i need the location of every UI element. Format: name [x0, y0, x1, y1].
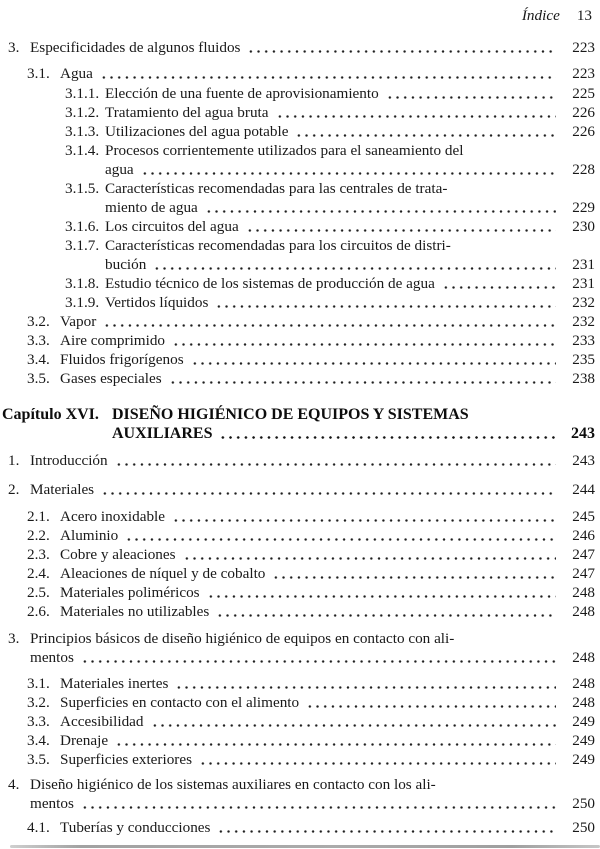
entry-line — [60, 350, 595, 369]
entry-page-number: 229 — [572, 199, 595, 216]
dot-leader — [442, 285, 556, 290]
entry-text: Cobre y aleaciones — [60, 546, 176, 563]
dot-leader — [276, 114, 556, 119]
toc-entry — [0, 369, 595, 388]
entry-text: Drenaje — [60, 732, 109, 749]
entry-line — [105, 255, 595, 274]
toc-entry — [0, 64, 595, 83]
entry-text: Aluminio — [60, 527, 119, 544]
entry-text: Procesos corrientemente utilizados para el saneamiento del — [105, 142, 464, 159]
entry-text: Utilizaciones del agua potable — [105, 123, 289, 140]
entry-text: Accesibilidad — [60, 713, 144, 730]
entry-line — [105, 198, 595, 217]
entry-text: Materiales no utilizables — [60, 603, 210, 620]
entry-text: Especificidades de algunos fluidos — [30, 39, 241, 56]
entry-page-number: 238 — [572, 370, 595, 387]
entry-line — [60, 64, 595, 83]
toc-entries — [0, 38, 600, 837]
entry-number: 2. — [8, 481, 20, 498]
entry-page-number: 249 — [572, 713, 595, 730]
toc-entry — [0, 629, 595, 667]
entry-number: 1. — [8, 452, 20, 469]
entry-number: 3.2. — [27, 694, 50, 711]
toc-entry — [0, 526, 595, 545]
toc-entry — [0, 84, 595, 103]
toc-entry — [0, 141, 595, 179]
entry-number: 4. — [8, 776, 20, 793]
entry-text: Tuberías y conducciones — [60, 819, 211, 836]
dot-leader — [216, 613, 556, 618]
dot-leader — [207, 594, 556, 599]
dot-leader — [115, 742, 556, 747]
entry-text: Acero inoxidable — [60, 508, 166, 525]
entry-line — [60, 331, 595, 350]
dot-leader — [141, 171, 556, 176]
entry-line — [60, 602, 595, 621]
entry-line — [60, 693, 595, 712]
entry-number: 3.3. — [27, 332, 50, 349]
entry-line — [60, 731, 595, 750]
entry-line — [105, 160, 595, 179]
running-head — [0, 6, 600, 25]
entry-number: 3.1.9. — [65, 294, 100, 311]
dot-leader — [386, 95, 556, 100]
entry-line — [60, 564, 595, 583]
toc-entry — [0, 451, 595, 470]
entry-line — [105, 103, 595, 122]
entry-page-number: 248 — [572, 584, 595, 601]
entry-text: Estudio técnico de los sistemas de producción de agua — [105, 275, 435, 292]
entry-number: 2.5. — [27, 584, 50, 601]
entry-page-number: 244 — [572, 481, 595, 498]
toc-entry — [0, 731, 595, 750]
entry-page-number: 235 — [572, 351, 595, 368]
entry-line — [112, 424, 595, 443]
entry-line — [105, 84, 595, 103]
toc-entry — [0, 545, 595, 564]
entry-text: Vertidos líquidos — [105, 294, 209, 311]
entry-number: 3.3. — [27, 713, 50, 730]
dot-leader — [151, 723, 556, 728]
toc-entry — [0, 179, 595, 217]
entry-line — [105, 274, 595, 293]
toc-entry — [0, 331, 595, 350]
entry-page-number: 233 — [572, 332, 595, 349]
dot-leader — [191, 361, 556, 366]
entry-text: Características recomendadas para las centrales de trata- — [105, 180, 448, 197]
toc-entry — [0, 818, 595, 837]
entry-line — [105, 122, 595, 141]
entry-text: Características recomendadas para los circuitos de distri- — [105, 237, 451, 254]
entry-line — [105, 236, 595, 255]
toc-entry — [0, 217, 595, 236]
entry-line — [30, 38, 595, 57]
entry-text: Superficies en contacto con el alimento — [60, 694, 300, 711]
entry-text: agua — [105, 161, 134, 178]
entry-line — [60, 674, 595, 693]
entry-number: 4.1. — [27, 819, 50, 836]
entry-page-number: 243 — [571, 425, 595, 442]
dot-leader — [172, 518, 556, 523]
toc-chapter-heading — [0, 405, 595, 443]
toc-entry — [0, 674, 595, 693]
entry-line — [60, 369, 595, 388]
entry-page-number: 223 — [572, 39, 595, 56]
entry-text: Principios básicos de diseño higiénico de equipos en contacto con ali- — [30, 630, 455, 647]
entry-page-number: 228 — [572, 161, 595, 178]
dot-leader — [103, 323, 556, 328]
entry-line — [105, 179, 595, 198]
dot-leader — [295, 133, 556, 138]
entry-text: Vapor — [60, 313, 97, 330]
entry-number: 3.1.2. — [65, 104, 100, 121]
toc-entry — [0, 564, 595, 583]
entry-number: 2.4. — [27, 565, 50, 582]
entry-text: miento de agua — [105, 199, 198, 216]
toc-entry — [0, 103, 595, 122]
dot-leader — [219, 435, 556, 440]
entry-text: Materiales inertes — [60, 675, 169, 692]
entry-text: mentos — [30, 795, 74, 812]
entry-line — [60, 818, 595, 837]
dot-leader — [183, 556, 556, 561]
entry-text: DISEÑO HIGIÉNICO DE EQUIPOS Y SISTEMAS — [112, 406, 469, 423]
entry-page-number: 232 — [572, 313, 595, 330]
entry-line — [60, 712, 595, 731]
entry-page-number: 232 — [572, 294, 595, 311]
entry-text: Superficies exteriores — [60, 751, 192, 768]
entry-page-number: 226 — [572, 123, 595, 140]
entry-text: Tratamiento del agua bruta — [105, 104, 269, 121]
dot-leader — [153, 266, 556, 271]
entry-page-number: 250 — [572, 795, 595, 812]
entry-number: 3.1.1. — [65, 85, 100, 102]
entry-number: 3. — [8, 630, 20, 647]
entry-line — [30, 794, 595, 813]
toc-entry — [0, 350, 595, 369]
dot-leader — [175, 685, 556, 690]
toc-entry — [0, 274, 595, 293]
entry-page-number: 243 — [572, 452, 595, 469]
entry-number: 3.2. — [27, 313, 50, 330]
entry-text: Aire comprimido — [60, 332, 166, 349]
dot-leader — [101, 491, 556, 496]
entry-page-number: 247 — [572, 546, 595, 563]
entry-text: Materiales — [30, 481, 95, 498]
dot-leader — [81, 805, 556, 810]
dot-leader — [172, 342, 556, 347]
entry-page-number: 225 — [572, 85, 595, 102]
dot-leader — [115, 462, 556, 467]
entry-line — [60, 312, 595, 331]
toc-entry — [0, 750, 595, 769]
toc-entry — [0, 312, 595, 331]
entry-page-number: 249 — [572, 751, 595, 768]
entry-text: Materiales poliméricos — [60, 584, 200, 601]
dot-leader — [246, 228, 556, 233]
toc-entry — [0, 38, 595, 57]
entry-number: 3.4. — [27, 732, 50, 749]
dot-leader — [81, 659, 556, 664]
entry-number: 3.1. — [27, 675, 50, 692]
toc-entry — [0, 583, 595, 602]
dot-leader — [125, 537, 556, 542]
entry-page-number: 250 — [572, 819, 595, 836]
entry-number: 2.6. — [27, 603, 50, 620]
entry-number: 3. — [8, 39, 20, 56]
entry-line — [60, 507, 595, 526]
toc-entry — [0, 236, 595, 274]
running-head-title: Índice — [521, 7, 560, 24]
entry-page-number: 246 — [572, 527, 595, 544]
entry-line — [60, 583, 595, 602]
entry-line — [30, 775, 595, 794]
entry-page-number: 248 — [572, 694, 595, 711]
entry-page-number: 245 — [572, 508, 595, 525]
entry-number: 3.4. — [27, 351, 50, 368]
entry-line — [60, 526, 595, 545]
dot-leader — [199, 761, 556, 766]
entry-text: Agua — [60, 65, 93, 82]
entry-number: 2.1. — [27, 508, 50, 525]
entry-line — [60, 545, 595, 564]
entry-number: 3.1.4. — [65, 142, 100, 159]
dot-leader — [100, 75, 556, 80]
entry-line — [60, 750, 595, 769]
entry-text: Gases especiales — [60, 370, 162, 387]
entry-page-number: 248 — [572, 649, 595, 666]
entry-line — [105, 141, 595, 160]
entry-page-number: 230 — [572, 218, 595, 235]
entry-line — [112, 405, 595, 424]
entry-number: 3.1.8. — [65, 275, 100, 292]
entry-number: 3.1.5. — [65, 180, 100, 197]
entry-number: 3.1.7. — [65, 237, 100, 254]
entry-page-number: 223 — [572, 65, 595, 82]
dot-leader — [215, 304, 556, 309]
entry-page-number: 231 — [572, 256, 595, 273]
entry-page-number: 247 — [572, 565, 595, 582]
entry-number: 2.3. — [27, 546, 50, 563]
entry-number: 3.1. — [27, 65, 50, 82]
entry-line — [30, 629, 595, 648]
dot-leader — [217, 829, 556, 834]
entry-text: Introducción — [30, 452, 108, 469]
entry-page-number: 248 — [572, 603, 595, 620]
entry-page-number: 248 — [572, 675, 595, 692]
dot-leader — [247, 49, 556, 54]
entry-line — [30, 451, 595, 470]
entry-number: 3.5. — [27, 751, 50, 768]
toc-entry — [0, 480, 595, 499]
toc-entry — [0, 775, 595, 813]
entry-number: 2.2. — [27, 527, 50, 544]
running-head-page-number: 13 — [576, 7, 592, 24]
toc-entry — [0, 712, 595, 731]
toc-entry — [0, 293, 595, 312]
dot-leader — [205, 209, 556, 214]
entry-line — [30, 648, 595, 667]
toc-entry — [0, 693, 595, 712]
dot-leader — [272, 575, 556, 580]
entry-text: bución — [105, 256, 147, 273]
entry-text: Diseño higiénico de los sistemas auxiliares en contacto con los ali- — [30, 776, 436, 793]
entry-number: Capítulo XVI. — [2, 406, 99, 423]
dot-leader — [169, 380, 556, 385]
dot-leader — [306, 704, 556, 709]
entry-text: Fluidos frigorígenos — [60, 351, 184, 368]
entry-number: 3.5. — [27, 370, 50, 387]
entry-text: mentos — [30, 649, 74, 666]
scan-artifact-streak — [10, 845, 600, 848]
entry-text: Aleaciones de níquel y de cobalto — [60, 565, 266, 582]
toc-entry — [0, 602, 595, 621]
entry-text: Los circuitos del agua — [105, 218, 239, 235]
entry-page-number: 249 — [572, 732, 595, 749]
entry-text: Elección de una fuente de aprovisionamiento — [105, 85, 379, 102]
entry-line — [105, 217, 595, 236]
entry-page-number: 231 — [572, 275, 595, 292]
toc-entry — [0, 122, 595, 141]
entry-line — [30, 480, 595, 499]
toc-entry — [0, 507, 595, 526]
entry-text: AUXILIARES — [112, 425, 213, 442]
entry-page-number: 226 — [572, 104, 595, 121]
entry-number: 3.1.3. — [65, 123, 100, 140]
entry-line — [105, 293, 595, 312]
entry-number: 3.1.6. — [65, 218, 100, 235]
